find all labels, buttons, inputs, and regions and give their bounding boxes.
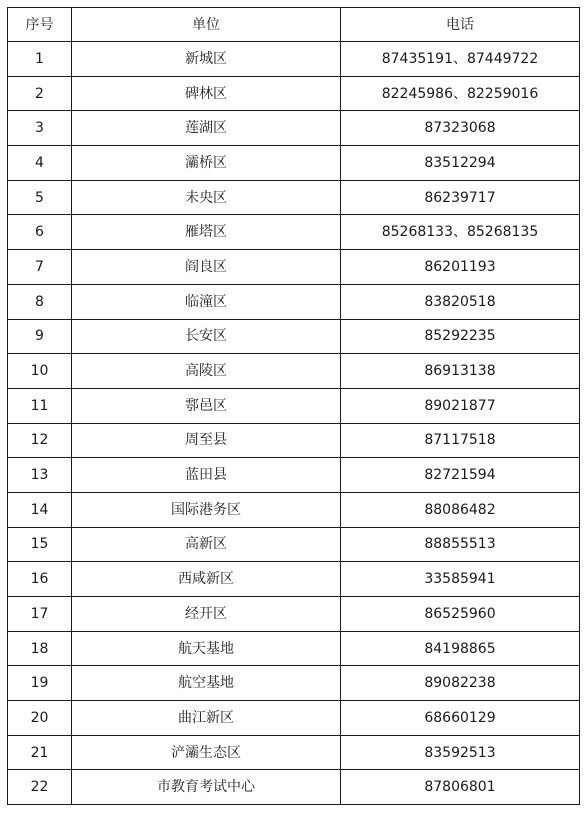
cell-no: 4	[8, 146, 72, 181]
cell-phone: 86201193	[341, 250, 580, 285]
cell-no: 3	[8, 111, 72, 146]
table-row	[8, 354, 580, 389]
cell-unit: 曲江新区	[72, 701, 341, 736]
cell-phone: 83820518	[341, 284, 580, 319]
cell-unit: 灞桥区	[72, 146, 341, 181]
table-row	[8, 388, 580, 423]
table-row	[8, 770, 580, 805]
cell-unit: 鄠邑区	[72, 388, 341, 423]
header-row	[8, 8, 580, 42]
table-body	[8, 42, 580, 805]
table-row	[8, 701, 580, 736]
cell-phone: 83592513	[341, 735, 580, 770]
contact-table	[7, 7, 580, 805]
table-row	[8, 597, 580, 632]
table-row	[8, 562, 580, 597]
cell-no: 9	[8, 319, 72, 354]
cell-no: 22	[8, 770, 72, 805]
cell-unit: 莲湖区	[72, 111, 341, 146]
cell-phone: 83512294	[341, 146, 580, 181]
header-unit: 单位	[72, 8, 341, 42]
cell-no: 14	[8, 492, 72, 527]
table-row	[8, 423, 580, 458]
cell-phone: 89021877	[341, 388, 580, 423]
cell-phone: 86239717	[341, 180, 580, 215]
cell-no: 20	[8, 701, 72, 736]
cell-unit: 高新区	[72, 527, 341, 562]
cell-unit: 浐灞生态区	[72, 735, 341, 770]
cell-no: 17	[8, 597, 72, 632]
cell-no: 11	[8, 388, 72, 423]
cell-no: 6	[8, 215, 72, 250]
cell-unit: 西咸新区	[72, 562, 341, 597]
cell-no: 21	[8, 735, 72, 770]
cell-phone: 88086482	[341, 492, 580, 527]
table-row	[8, 735, 580, 770]
table-row	[8, 492, 580, 527]
cell-no: 12	[8, 423, 72, 458]
cell-unit: 长安区	[72, 319, 341, 354]
cell-unit: 周至县	[72, 423, 341, 458]
cell-phone: 87323068	[341, 111, 580, 146]
cell-no: 10	[8, 354, 72, 389]
table-row	[8, 284, 580, 319]
cell-no: 5	[8, 180, 72, 215]
cell-phone: 68660129	[341, 701, 580, 736]
table-row	[8, 458, 580, 493]
table-row	[8, 631, 580, 666]
cell-phone: 86913138	[341, 354, 580, 389]
table-row	[8, 527, 580, 562]
cell-unit: 国际港务区	[72, 492, 341, 527]
cell-no: 7	[8, 250, 72, 285]
cell-no: 19	[8, 666, 72, 701]
cell-unit: 经开区	[72, 597, 341, 632]
cell-unit: 雁塔区	[72, 215, 341, 250]
cell-unit: 航天基地	[72, 631, 341, 666]
cell-unit: 未央区	[72, 180, 341, 215]
table-row	[8, 180, 580, 215]
cell-phone: 82245986、82259016	[341, 76, 580, 111]
cell-no: 16	[8, 562, 72, 597]
cell-phone: 82721594	[341, 458, 580, 493]
header-phone: 电话	[341, 8, 580, 42]
cell-unit: 阎良区	[72, 250, 341, 285]
cell-no: 18	[8, 631, 72, 666]
cell-phone: 85268133、85268135	[341, 215, 580, 250]
table-row	[8, 319, 580, 354]
cell-phone: 87806801	[341, 770, 580, 805]
cell-unit: 航空基地	[72, 666, 341, 701]
table-row	[8, 111, 580, 146]
cell-phone: 85292235	[341, 319, 580, 354]
cell-phone: 33585941	[341, 562, 580, 597]
cell-unit: 蓝田县	[72, 458, 341, 493]
table-row	[8, 215, 580, 250]
cell-unit: 新城区	[72, 42, 341, 77]
cell-phone: 87117518	[341, 423, 580, 458]
table-row	[8, 250, 580, 285]
cell-no: 15	[8, 527, 72, 562]
cell-unit: 碑林区	[72, 76, 341, 111]
cell-no: 8	[8, 284, 72, 319]
table-row	[8, 666, 580, 701]
cell-no: 1	[8, 42, 72, 77]
cell-phone: 86525960	[341, 597, 580, 632]
cell-unit: 高陵区	[72, 354, 341, 389]
cell-no: 2	[8, 76, 72, 111]
table-row	[8, 146, 580, 181]
table-header	[8, 8, 580, 42]
table-row	[8, 76, 580, 111]
cell-phone: 84198865	[341, 631, 580, 666]
cell-no: 13	[8, 458, 72, 493]
header-no: 序号	[8, 8, 72, 42]
table-row	[8, 42, 580, 77]
cell-unit: 临潼区	[72, 284, 341, 319]
cell-unit: 市教育考试中心	[72, 770, 341, 805]
cell-phone: 89082238	[341, 666, 580, 701]
cell-phone: 87435191、87449722	[341, 42, 580, 77]
cell-phone: 88855513	[341, 527, 580, 562]
